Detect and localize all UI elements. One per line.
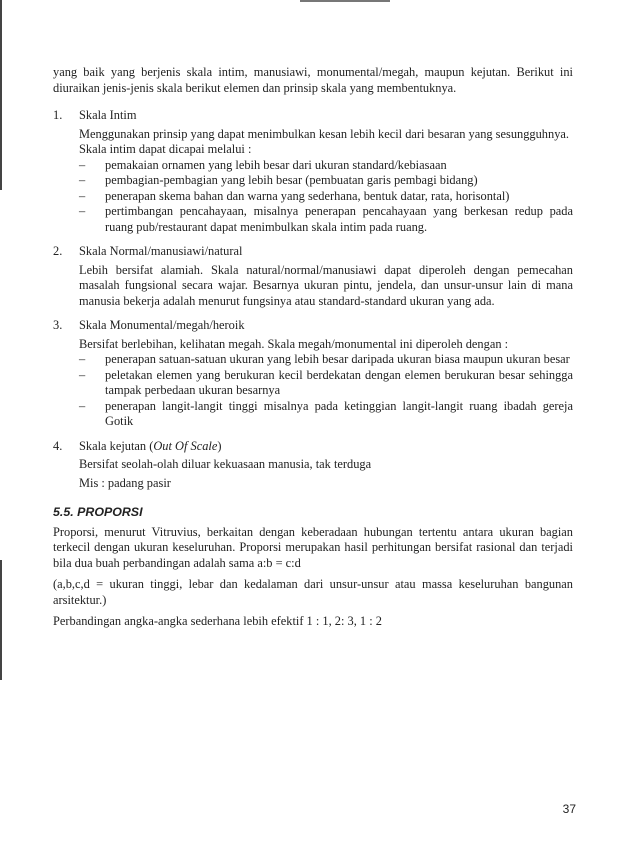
- list-item-text: pembagian-pembagian yang lebih besar (pembuatan garis pembagi bidang): [105, 173, 478, 187]
- document-page: [53, 65, 573, 636]
- section-paragraph: Bersifat seolah-olah diluar kekuasaan manusia, tak terduga: [79, 457, 372, 471]
- section-paragraph: Skala intim dapat dicapai melalui :: [79, 142, 252, 156]
- body-paragraph: Proporsi, menurut Vitruvius, berkaitan dengan keberadaan hubungan tertentu antara ukuran bagian terkecil dengan ukuran keseluruhan. Proporsi merupakan hasil perhitungan bersifat rasional dan terjadi bila dua buah perbandingan adalah sama a:b = c:d: [53, 524, 573, 570]
- dash-marker: –: [79, 367, 86, 382]
- section-paragraph: Lebih bersifat alamiah. Skala natural/normal/manusiawi dapat diperoleh dengan pemecahan masalah fungsional secara wajar. Besarnya ukuran pintu, jendela, dan unsur-unsur lain di mana manusia bekerja adalah menurut fungsinya atau standard-standard ukuran yang ada.: [79, 262, 573, 308]
- intro-paragraph: [53, 65, 573, 96]
- section-skala-intim: [53, 108, 573, 235]
- section-skala-kejutan: [53, 439, 573, 492]
- section-heading-proporsi: 5.5. PROPORSI: [53, 505, 143, 519]
- page-number: 37: [562, 802, 576, 816]
- bullet-list: [79, 352, 573, 430]
- section-paragraph: Bersifat berlebihan, kelihatan megah. Skala megah/monumental ini diperoleh dengan :: [79, 336, 509, 351]
- list-item: [79, 173, 573, 189]
- list-item: [79, 204, 573, 235]
- section-title: Skala Monumental/megah/heroik: [79, 318, 245, 332]
- dash-marker: –: [79, 173, 86, 187]
- body-paragraph: (a,b,c,d = ukuran tinggi, lebar dan kedalaman dari unsur-unsur atau massa keseluruhan bangunan arsitektur.): [53, 577, 573, 607]
- list-item: [79, 189, 573, 205]
- section-title: Skala Normal/manusiawi/natural: [79, 244, 243, 258]
- section-number: 1.: [53, 108, 63, 122]
- body-paragraph: Perbandingan angka-angka sederhana lebih efektif 1 : 1, 2: 3, 1 : 2: [53, 614, 382, 628]
- dash-marker: –: [79, 188, 86, 203]
- title-suffix: ): [217, 438, 222, 453]
- section-number: 4.: [53, 438, 63, 453]
- intro-line: Berikut ini diuraikan jenis-jenis skala berikut elemen dan prinsip skala yang membentuknya.: [53, 65, 573, 95]
- list-item-text: penerapan langit-langit tinggi misalnya pada ketinggian langit-langit ruang ibadah gereja Gotik: [105, 398, 573, 428]
- list-item: [79, 399, 573, 430]
- list-item: [79, 352, 573, 368]
- section-title: [79, 439, 573, 455]
- section-number: 2.: [53, 244, 63, 258]
- section-number: 3.: [53, 318, 63, 332]
- list-item-text: penerapan skema bahan dan warna yang sederhana, bentuk datar, rata, horisontal): [105, 188, 510, 203]
- list-item: [79, 368, 573, 399]
- section-skala-normal: [53, 244, 573, 309]
- dash-marker: –: [79, 398, 86, 413]
- scan-top-line: [300, 0, 390, 2]
- scan-edge-line: [0, 0, 2, 190]
- title-italic: Out Of Scale: [153, 438, 218, 453]
- list-item-text: pertimbangan pencahayaan, misalnya penerapan pencahayaan yang berkesan redup pada ruang pub/restaurant dapat menimbulkan skala intim pada ruang.: [105, 204, 573, 234]
- section-title: Skala Intim: [79, 108, 137, 122]
- bullet-list: [79, 158, 573, 236]
- section-skala-monumental: [53, 318, 573, 430]
- intro-line: yang baik yang berjenis skala intim, manusiawi, monumental/megah, maupun kejutan.: [53, 65, 511, 79]
- list-item-text: peletakan elemen yang berukuran kecil berdekatan dengan elemen berukuran besar sehingga tampak perbedaan ukuran besarnya: [105, 367, 573, 397]
- dash-marker: –: [79, 352, 86, 366]
- section-paragraph: Mis : padang pasir: [79, 475, 171, 490]
- dash-marker: –: [79, 204, 86, 218]
- list-item-text: penerapan satuan-satuan ukuran yang lebih besar daripada ukuran biasa maupun ukuran besar: [105, 352, 570, 366]
- list-item-text: pemakaian ornamen yang lebih besar dari ukuran standard/kebiasaan: [105, 157, 447, 172]
- dash-marker: –: [79, 157, 86, 172]
- scan-edge-line: [0, 560, 2, 680]
- list-item: [79, 158, 573, 174]
- title-prefix: Skala kejutan (: [79, 438, 154, 453]
- section-paragraph: Menggunakan prinsip yang dapat menimbulkan kesan lebih kecil dari besaran yang sesungguhnya.: [79, 126, 569, 141]
